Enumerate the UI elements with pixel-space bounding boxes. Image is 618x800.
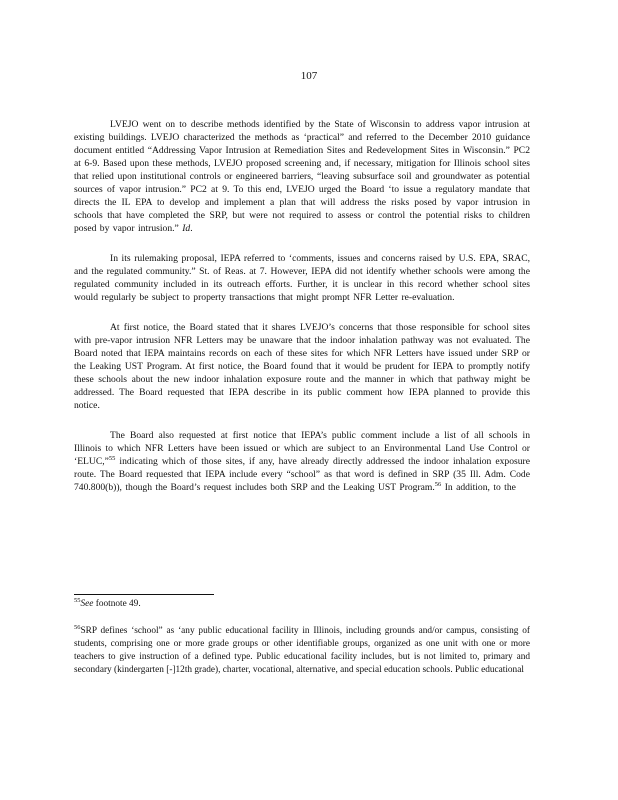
body-text — [74, 118, 530, 511]
paragraph-rulemaking-proposal: In its rulemaking proposal, IEPA referred to ‘comments, issues and concerns raised by U.S. EPA, SRAC, and the regulated community.” St. of Reas. at 7. However, IEPA did not identify whether schools were among the regulated community included in its outreach efforts. Further, it is unclear in this record whether school sites would regularly be subject to property transactions that might prompt NFR Letter re-evaluation. — [74, 253, 530, 303]
paragraph-text: The Board also requested at first notice that IEPA’s public comment include a list of all schools in Illinois to which NFR Letters have been issued or which are subject to an Environmental Land Use Control or ‘ELUC,” — [74, 430, 530, 467]
footnote-see: See — [80, 599, 94, 609]
paragraph-text: LVEJO went on to describe methods identified by the State of Wisconsin to address vapor intrusion at existing buildings. LVEJO characterized the methods as ‘practical” and referred to the December 2010 guidance document entitled “Addressing Vapor Intrusion at Remediation Sites and Redevelopment Sites in Wisconsin.” PC2 at 6-9. Based upon these methods, LVEJO proposed screening and, if necessary, mitigation for Illinois school sites that relied upon institutional controls or engineered barriers, “leaving subsurface soil and groundwater as potential sources of vapor intrusion.” PC2 at 9. To this end, LVEJO urged the Board ‘to issue a regulatory mandate that directs the IL EPA to develop and implement a plan that will address the risks posed by vapor intrusion in schools that have completed the SRP, but were not required to assess or control the potential risks to children posed by vapor intrusion.” — [74, 119, 530, 234]
footnote-ref-55[interactable]: 55 — [108, 454, 116, 462]
page-number: 107 — [300, 70, 318, 82]
citation-id: Id — [182, 223, 191, 234]
footnote-number: 56 — [74, 623, 81, 631]
paragraph-board-request — [74, 429, 530, 494]
footnote-55 — [74, 598, 530, 611]
footnote-ref-56[interactable]: 56 — [434, 480, 442, 488]
footnote-text: footnote 49. — [93, 599, 141, 609]
footnote-number: 55 — [74, 596, 81, 604]
footnote-divider — [74, 594, 214, 595]
paragraph-first-notice: At first notice, the Board stated that it shares LVEJO’s concerns that those responsible for school sites with pre-vapor intrusion NFR Letters may be unaware that the indoor inhalation pathway was not evaluated. The Board noted that IEPA maintains records on each of these sites for which NFR Letters have issued under SRP or the Leaking UST Program. At first notice, the Board found that it would be prudent for IEPA to promptly notify these schools about the new indoor inhalation exposure route and the manner in which that pathway might be addressed. The Board requested that IEPA describe in its public comment how IEPA planned to provide this notice. — [74, 322, 530, 411]
paragraph-text: In addition, to the — [441, 482, 516, 493]
citation-period: . — [190, 223, 193, 234]
paragraph-lvejo-methods — [74, 118, 530, 235]
footnote-text: SRP defines ‘school” as ‘any public educational facility in Illinois, including grounds and/or campus, consisting of students, comprising one or more grade groups or other identifiable groups, organized as one unit with one or more teachers to give instruction of a defined type. Public educational facility includes, but is not limited to, primary and secondary (kindergarten [-]12th grade), charter, vocational, alternative, and special education schools. Public educational — [74, 626, 530, 675]
paragraph-text: indicating which of those sites, if any, have already directly addressed the indoor inhalation exposure route. The Board requested that IEPA include every “school” as that word is defined in SRP (35 Ill. Adm. Code 740.800(b)), though the Board’s request includes both SRP and the Leaking UST Program. — [74, 456, 530, 493]
footnote-56 — [74, 625, 530, 677]
footnotes — [74, 598, 530, 691]
